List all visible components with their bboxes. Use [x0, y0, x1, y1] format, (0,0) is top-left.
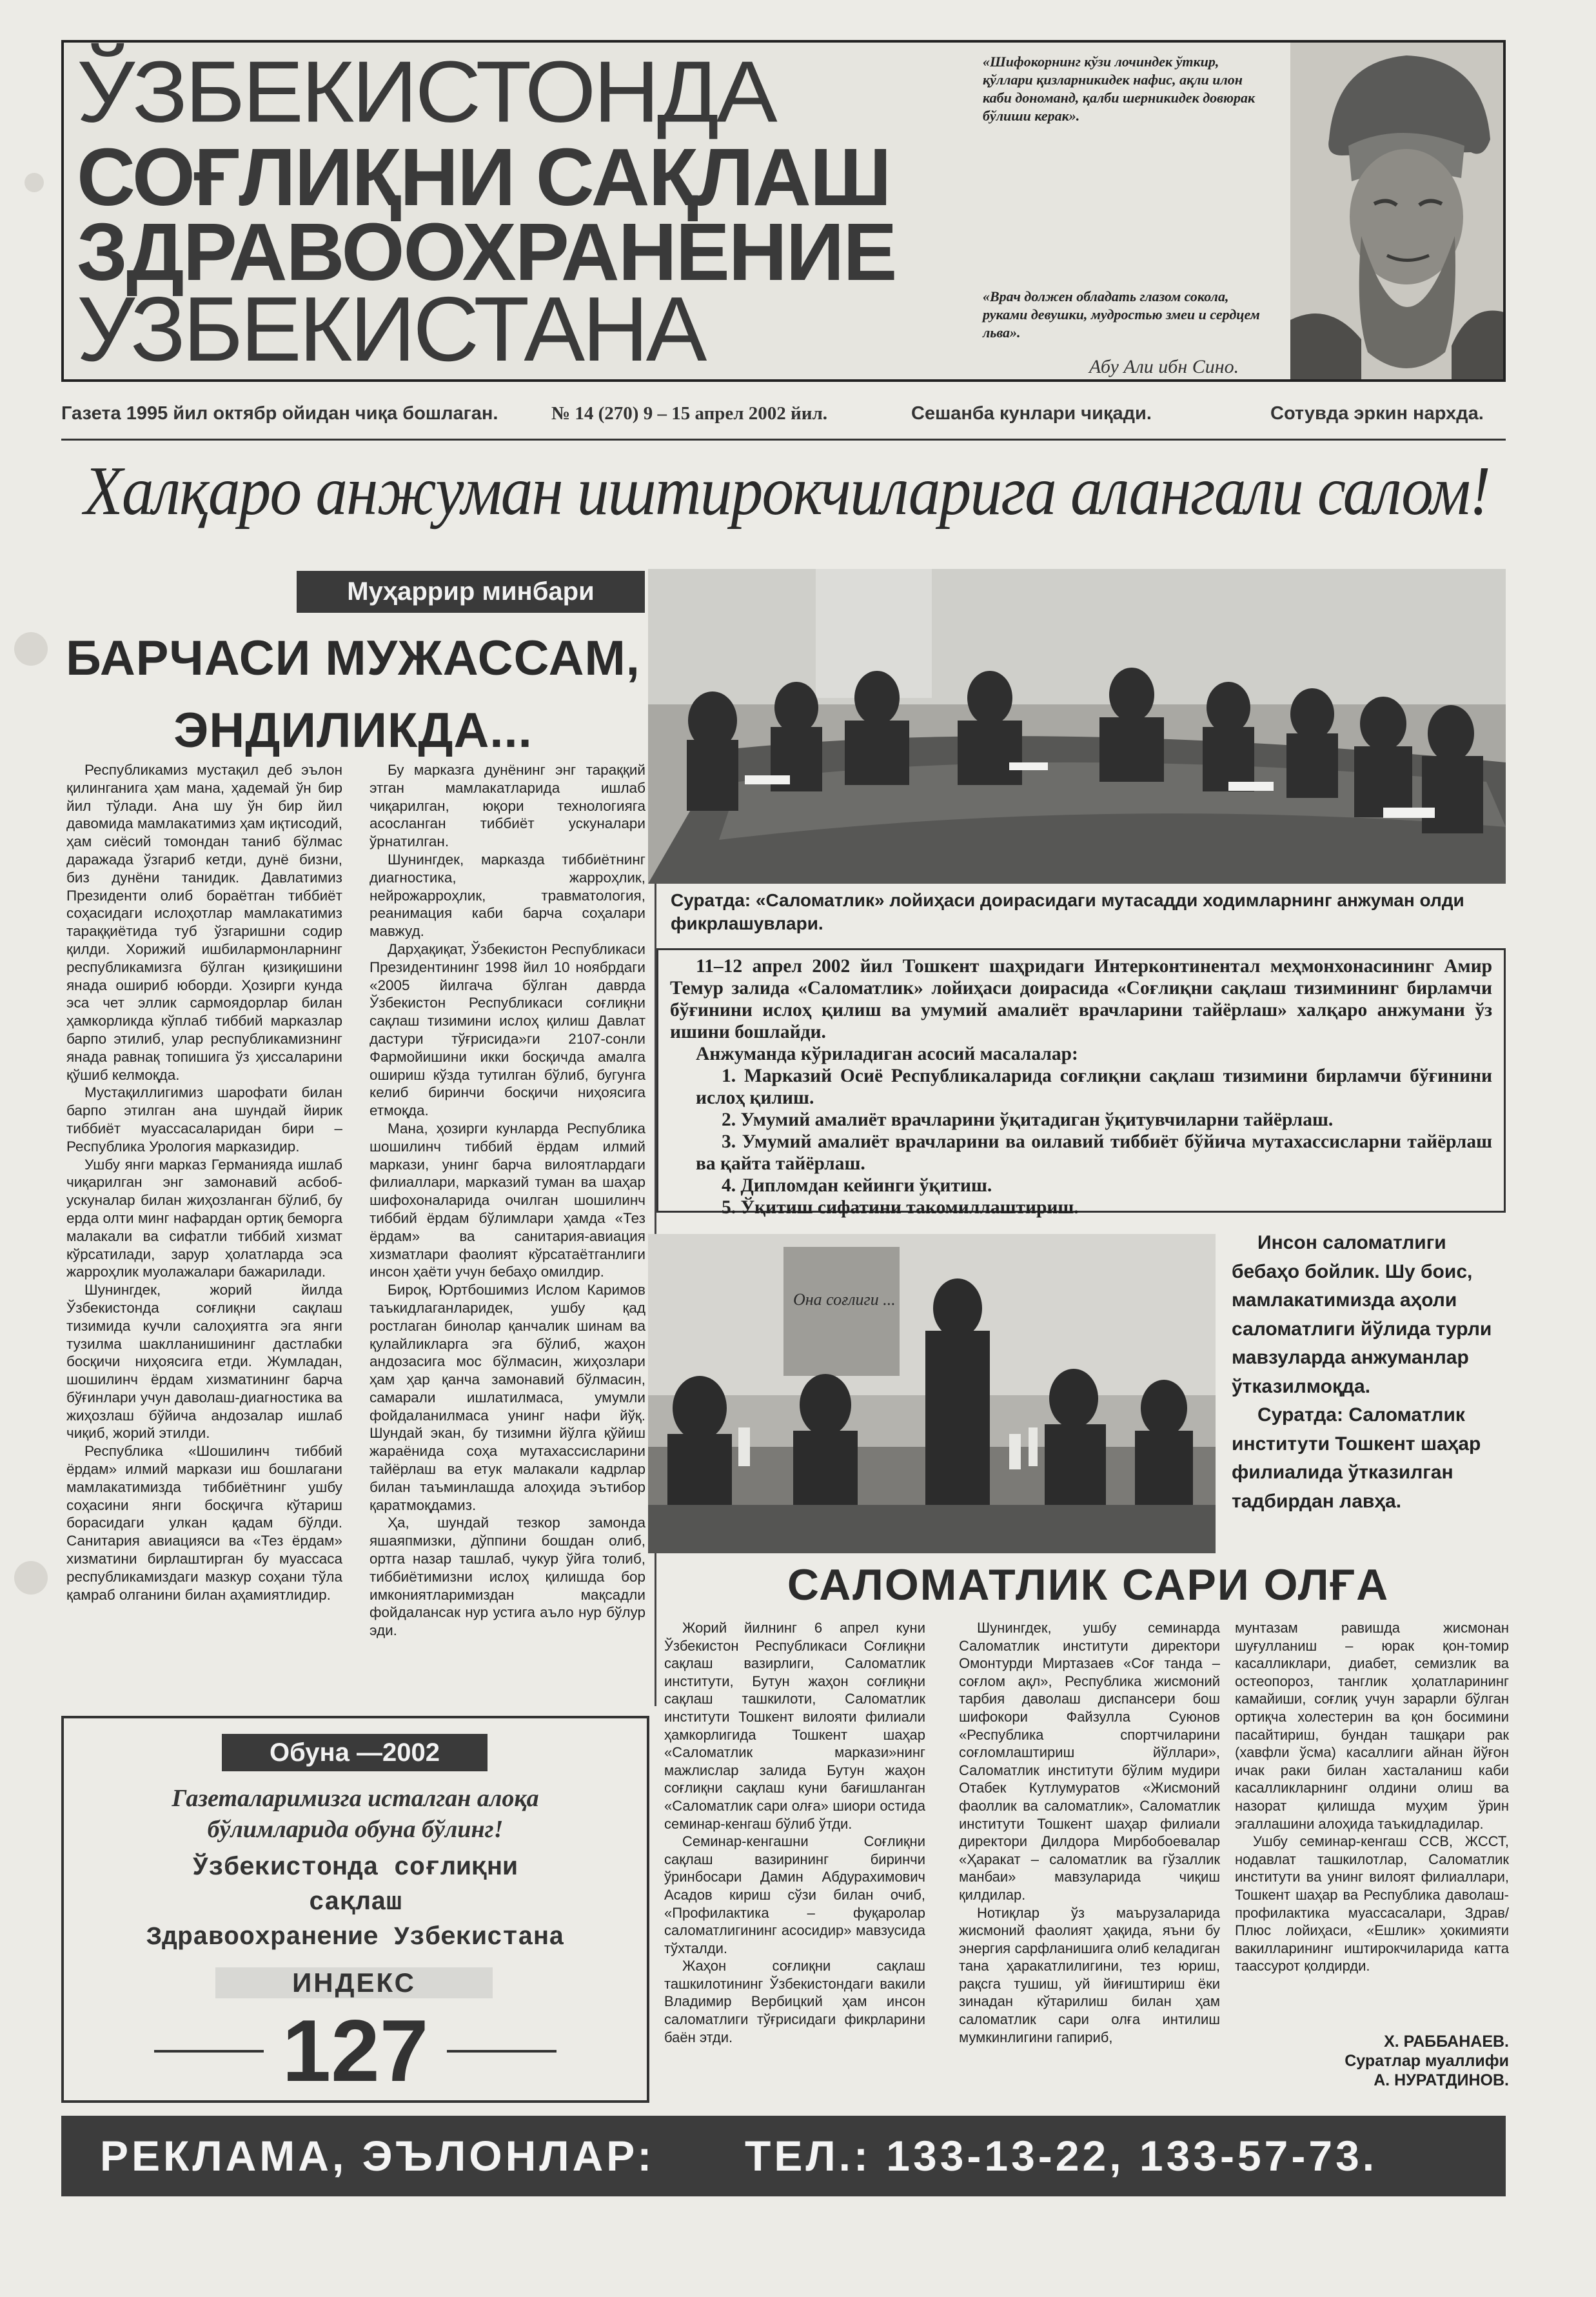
paragraph: Нотиқлар ўз маърузаларида жисмоний фаолият ҳақида, яъни бу энергия сарфланишига олиб келадиган тана ҳаракатлилигини, тез юриш, рақсга тушиш, уй йиғиштириш ёки зинадан кўтарилиш билан ҳам саломатлик сари олға интилиш мумкинлигини гапириб, [959, 1904, 1220, 2045]
masthead-title-line4: УЗБЕКИСТАНА [77, 278, 705, 381]
paragraph: Семинар-кенгашни Соғлиқни сақлаш вазирининг биринчи ўринбосари Дамин Абдурахимович Асадов кириш сўзи билан очиб, «Профилактика – фуқаролар саломатлигининг асосидир» мавзусида тўхталди. [664, 1833, 925, 1956]
author-name: Х. РАББАНАЕВ. [1384, 2033, 1509, 2051]
paragraph: Шунингдек, ушбу семинарда Саломатлик институти директори Омонтурди Миртазаев «Соғ танда – соғлом ақл», Республика жисмоний тарбия даволаш диспансери бош шифокори Файзулла Суюнов «Республика спортчиларини соғломлаштириш йўллари», Саломатлик институти бўлим мудири Отабек Кутлумуратов «Жисмоний фаоллик ва саломатлик», Саломатлик институти Тошкент шаҳар филиали директори Дилдора Мирбобоевалар «Ҳаракат – саломатлик ва гўзаллик манбаи» мавзуларида чиқиш қилдилар. [959, 1620, 1220, 1903]
slogan-line: Газеталаримизга исталган алоқа [172, 1785, 539, 1812]
masthead-title-line1: ЎЗБЕКИСТОНДА [77, 43, 775, 141]
list-item: 4. Дипломдан кейинги ўқитиш. [722, 1175, 992, 1196]
advertising-bar [61, 2116, 1506, 2196]
paper-name-line: Здравоохранение Узбекистана [146, 1924, 565, 1953]
list-item: 2. Умумий амалиёт врачларини ўқитадиган ўқитувчиларни тайёрлаш. [722, 1109, 1334, 1130]
masthead-quote-author: Абу Али ибн Сино. [1089, 356, 1239, 377]
article-signature [1235, 2032, 1509, 2090]
binding-hole [14, 1561, 48, 1595]
paper-name-line: Ўзбекистонда соғлиқни [192, 1854, 518, 1883]
photo1-caption: Суратда: «Саломатлик» лойиҳаси доирасидаги мутасадди ходимларнинг анжуман олди фикрлашувлари. [671, 890, 1464, 933]
conference-info-box [656, 948, 1506, 1218]
masthead-title-line3: ЗДРАВООХРАНЕНИЕ [77, 206, 896, 297]
paper-name-line: сақлаш [308, 1889, 402, 1918]
paragraph: Ҳа, шундай тезкор замонда яшаяпмизки, дўппини бошдан олиб, ортга назар ташлаб, чукур ўйга толиб, тиббиётимизни ислоҳ қилишда бор имкониятларимиздан мақсадли фойдалансак нур устига аъло нур бўлур эди. [369, 1515, 645, 1639]
paragraph: Ушбу янги марказ Германияда ишлаб чиқарилган энг замонавий асбоб-ускуналар билан жиҳозланган бўлиб, бу ерда олти минг нафардан ортиқ беморга малакали ва сифатли тиббий хизмат кўрсатилади, зарур ҳолатларда эса жарроҳлик муолажалари бажарилади. [66, 1156, 342, 1280]
seminar-photo [648, 1234, 1216, 1553]
avicenna-portrait-image [1290, 43, 1506, 382]
list-item: 3. Умумий амалиёт врачларини ва оилавий тиббиёт бўйича мутахассисларни тайёрлаш ва қайта тайёрлаш. [696, 1131, 1492, 1174]
photo2-caption: Суратда: Саломатлик институти Тошкент шаҳар филиалида ўтказилган тадбирдан лавҳа. [1232, 1404, 1481, 1512]
subscription-slogan [64, 1783, 647, 1845]
masthead [61, 40, 1506, 382]
masthead-title-line2: СОҒЛИҚНИ САҚЛАШ [77, 132, 891, 223]
paragraph: мунтазам равишда жисмонан шуғулланиш – юрак қон-томир касалликлари, диабет, семизлик ва остеопороз, танглик ҳолатларининг камайиши, соғлиқ учун зарарли бўлган ортиқча холестерин ва қон босимини пасайтириш, бундан ташқари рак (хавфли ўсма) касаллиги айнан йўғон ичак раки билан хасталаниш каби касалликларнинг олдини олиш ва назорат қилишда муҳим ўрин эгаллашини алоҳида таъкидладилар. [1235, 1620, 1509, 1832]
slogan-line: бўлимларида обуна бўлинг! [207, 1816, 504, 1843]
photo-credit-label: Суратлар муаллифи [1345, 2052, 1509, 2070]
ad-label: РЕКЛАМА, ЭЪЛОНЛАР: [100, 2132, 655, 2180]
editorial-rubric: Муҳаррир минбари [297, 571, 645, 613]
seminar-side-text [1232, 1229, 1509, 1516]
paragraph: Дарҳақиқат, Ўзбекистон Республикаси Президентининг 1998 йил 10 ноябрдаги «2005 йилгача бўлган даврда Ўзбекистон Республикаси соғлиқни сақлаш тизимини ислоҳ қилиш Давлат дастури тўғрисида»ги 2107-сонли Фармойишини икки босқичда амалга ошириш кўзда тутилган бўлиб, бугунга келиб биринчи босқичи ниҳоясига етмоқда. [369, 940, 645, 1119]
paragraph: Ушбу семинар-кенгаш ССВ, ЖССТ, нодавлат ташкилотлар, Саломатлик институти ва унинг вилоят филиаллари, Тошкент шаҳар ва Республика даволаш-профилактика муассасалари, Здрав/Плюс лойиҳаси, «Ешлик» ҳокимияти вакилларининг иштирокчиларида катта таассурот қолдирди. [1235, 1833, 1509, 1974]
infobox-intro: 11–12 апрел 2002 йил Тошкент шаҳридаги Интерконтинентал меҳмонхонасининг Амир Темур залида «Саломатлик» лойиҳаси доирасида «Соғлиқни сақлаш тизимининг бирламчи бўғинини ислоҳ қилиш ва умумий амалиёт врачларини тайёрлаш» халқаро анжумани ўз ишини бошлайди. [670, 956, 1492, 1042]
list-item: 5. Ўқитиш сифатини такомиллаштириш. [722, 1197, 1079, 1218]
subscription-title: Обуна —2002 [222, 1734, 488, 1771]
article-column-1 [664, 1619, 925, 2046]
editorial-column-2 [369, 761, 645, 1640]
front-page-headline: Халқаро анжуман иштирокчиларига алангали салом! [84, 453, 1490, 530]
ad-phones: ТЕЛ.: 133-13-22, 133-57-73. [745, 2132, 1378, 2180]
price-text: Сотувда эркин нархда. [1270, 403, 1484, 424]
paragraph: Мустақиллигимиз шарофати билан барпо этилган ана шундай йирик тиббиёт муассасаларидан бири – Республика Урология марказидир. [66, 1084, 342, 1155]
issue-number: № 14 (270) 9 – 15 апрел 2002 йил. [551, 403, 827, 424]
article-column-3 [1235, 1619, 1509, 1975]
meeting-photo [648, 569, 1506, 884]
editorial-column-1 [66, 761, 342, 1604]
editorial-title: БАРЧАСИ МУЖАССАМ, ЭНДИЛИКДА... [66, 631, 640, 758]
divider [61, 439, 1506, 441]
masthead-quote-uz: «Шифокорнинг кўзи лочиндек ўткир, қўллари қизларникидек нафис, ақли илон каби дономанд, қалби шерникидек довюрак бўлиши керак». [983, 54, 1256, 124]
subscription-box [61, 1716, 649, 2103]
index-number: 127 [282, 2002, 429, 2100]
paragraph: Шунингдек, марказда тиббиётнинг диагностика, жарроҳлик, нейрожарроҳлик, травматология, реанимация каби барча соҳалари мавжуд. [369, 851, 645, 940]
side-lead: Инсон саломатлиги бебаҳо бойлик. Шу боис, мамлакатимизда аҳоли саломатлиги йўлида турли мавзуларда анжуманлар ўтказилмоқда. [1232, 1232, 1492, 1397]
masthead-quote-ru: «Врач должен обладать глазом сокола, руками девушки, мудростью змеи и сердцем льва». [983, 288, 1260, 341]
paragraph: Жаҳон соғлиқни сақлаш ташкилотининг Ўзбекистондаги вакили Владимир Вербицкий ҳам инсон саломатлиги тўғрисидаги фикрларини баён этди. [664, 1958, 925, 2045]
binding-hole [25, 173, 44, 192]
article-column-2 [959, 1619, 1220, 2046]
binding-hole [14, 632, 48, 666]
paragraph: Мана, ҳозирги кунларда Республика шошилинч тиббий ёрдам илмий маркази, унинг барча вилоятлардаги филиаллари, марказий туман ва шаҳар шифохоналарида очилган шошилинч тиббий ёрдам бўлимлари ҳамда «Тез ёрдам» ва санитария-авиация хизматлари фаолият кўрсатаётганлиги инсон ҳаёти учун бебаҳо омилдир. [369, 1120, 645, 1280]
photographer-name: А. НУРАТДИНОВ. [1374, 2071, 1509, 2089]
schedule-text: Сешанба кунлари чиқади. [911, 403, 1152, 424]
paragraph: Жорий йилнинг 6 апрел куни Ўзбекистон Республикаси Соғлиқни сақлаш вазирлиги, Саломатлик институти, Бутун жаҳон соғлиқни сақлаш ташкилоти, Саломатлик институти Тошкент вилояти филиали ҳамкорлигида Тошкент шаҳар «Саломатлик маркази»нинг мажлислар залида Бутун жаҳон соғлиқни сақлаш куни бағишланган «Саломатлик сари олға» шиори остида семинар-кенгаш бўлиб ўтди. [664, 1620, 925, 1832]
photo-banner-text: Она соғлиги ... [793, 1290, 896, 1309]
infobox-list-title: Анжуманда кўриладиган асосий масалалар: [696, 1044, 1078, 1064]
article-title: САЛОМАТЛИК САРИ ОЛҒА [787, 1560, 1390, 1609]
paragraph: Бироқ, Юртбошимиз Ислом Каримов таъкидлаганларидек, ушбу қад ростлаган бинолар қанчалик шинам ва қулайликларга эга бўлиб, жаҳон андозасига мос бўлмасин, жиҳозлари ҳам ҳар қанча замонавий бўлмасин, самарали ишлатилмаса, умумли фойдаланилмаса унинг нафи йўқ. Шундай экан, бу тизимни йўлга қўйиш жараёнида соҳа мутахассисларини тайёрлаш ва етук малакали кадрлар билан таъминлашда алоҳида эътибор қаратмоқдамиз. [369, 1282, 645, 1513]
subscription-paper-name [64, 1851, 647, 1956]
founded-text: Газета 1995 йил октябр ойидан чиқа бошлаган. [61, 403, 498, 424]
paragraph: Шунингдек, жорий йилда Ўзбекистонда соғлиқни сақлаш тизимида кучли салоҳиятга эга янги тузилма шаклланишининг дастлабки босқичи ниҳоясига етди. Жумладан, шошилинч ёрдам хизматининг барча бўғинлари учун даволаш-диагностика ва жиҳозлаш бўйича андозалар ишлаб чиқиб, жорий этилди. [66, 1282, 342, 1442]
paragraph: Бу марказга дунёнинг энг тараққий этган мамлакатларида ишлаб чиқарилган, юқори технологияга асосланган тиббиёт ускуналари ўрнатилган. [369, 762, 645, 850]
paragraph: Республика «Шошилинч тиббий ёрдам» илмий маркази иш бошлагани мамлакатимизда тиббиётнинг ушбу соҳасини янги босқичга кўтариш борасидаги улкан қадам бўлди. Санитария авиацияси ва «Тез ёрдам» хизматини бирлаштирган бу муассаса республикамиздаги мазкур соҳани тўла қамраб олганини билан аҳамиятлидир. [66, 1443, 342, 1603]
index-label: ИНДЕКС [215, 1967, 493, 1998]
list-item: 1. Марказий Осиё Республикаларида соғлиқни сақлаш тизимини бирламчи бўғинини ислоҳ қилиш. [696, 1066, 1492, 1108]
paragraph: Республикамиз мустақил деб эълон қилинганига ҳам мана, ҳадемай ўн бир йил тўлади. Ана шу ўн бир йил давомида мамлакатимиз ҳам иқтисодий, ҳам сиёсий томондан таниб бўлмас даражада ўзгариб кетди, дунё бизни, биз дунёни танидик. Давлатимиз Президенти олиб бораётган тиббиёт соҳасидаги ислоҳотлар мамлакатимиз тараққиётида туб ўзгаришни содир қилди. Хорижий ишбилармонларнинг республикамизга бўлган қизиқишини янада ошириб юборди. Ҳозирги кунда эса чет эллик сармоядорлар билан ҳамкорликда кўплаб тиббий марказлар барпо этилиб, улар республикамизнинг янада равнақ топишига ўз ҳиссаларини қўшиб келмоқда. [66, 762, 342, 1083]
